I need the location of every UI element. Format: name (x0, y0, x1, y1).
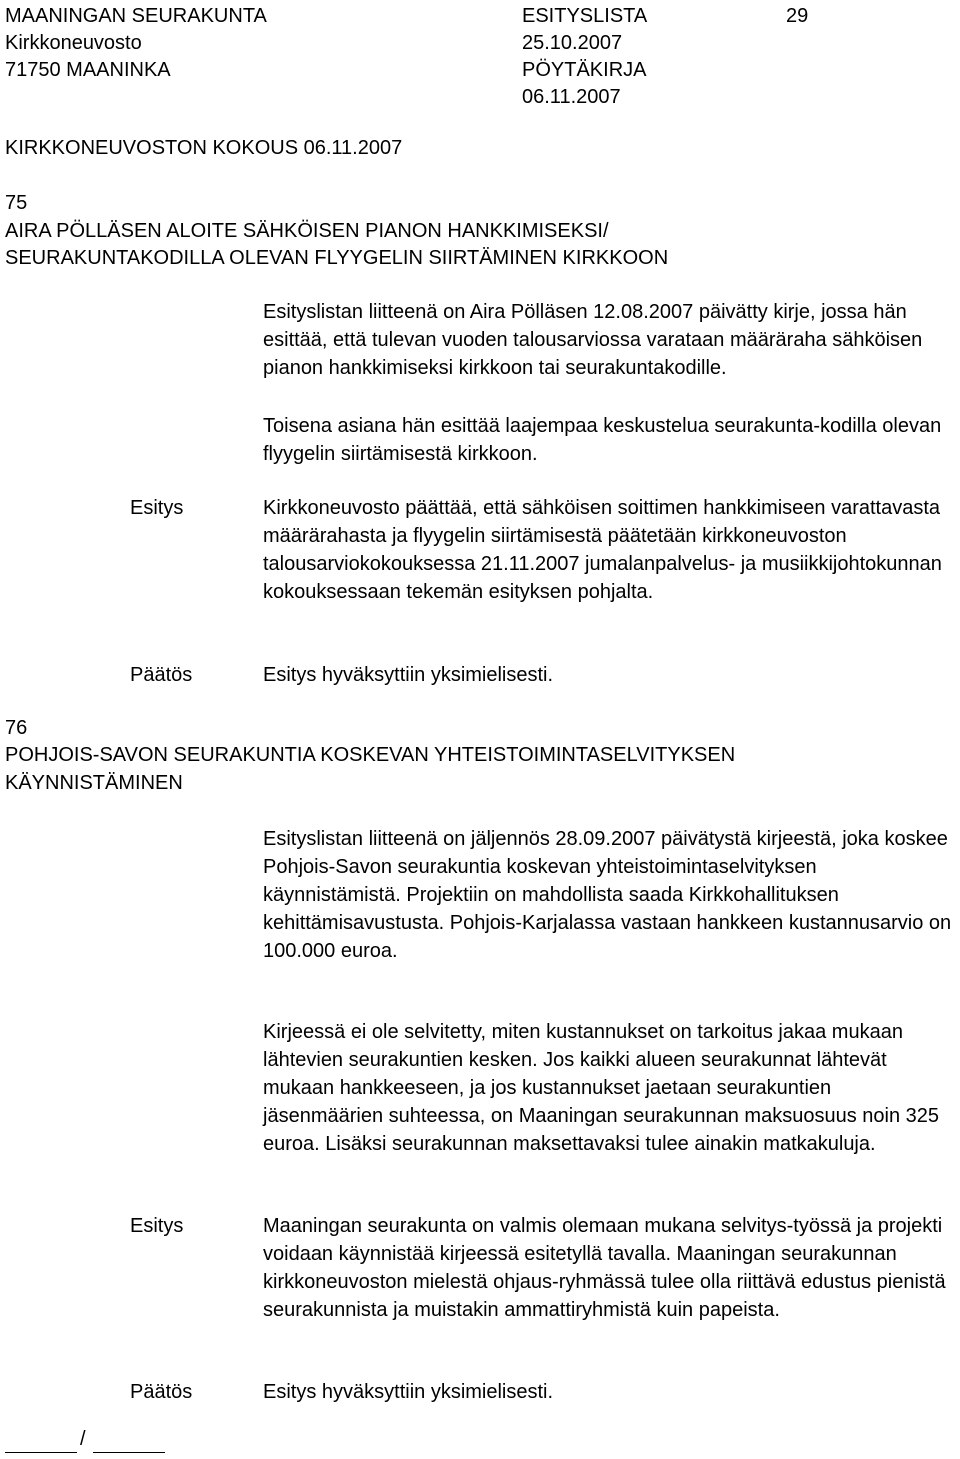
signature-line-left (5, 1452, 77, 1453)
header-minutes-date: 06.11.2007 (522, 86, 621, 108)
item-title-line1: POHJOIS-SAVON SEURAKUNTIA KOSKEVAN YHTEISTOIMINTASELVITYKSEN (5, 744, 736, 766)
item-body: Kirjeessä ei ole selvitetty, miten kustannukset on tarkoitus jakaa mukaan lähtevien seurakuntien kesken. Jos kaikki alueen seurakunnat lähtevät mukaan hankkeeseen, ja jos kustannukset jaetaan seurakuntien jäsenmäärien suhteessa, on Maaningan seurakunnan maksuosuus noin 325 euroa. Lisäksi seurakunnan maksettavaksi tulee ainakin matkakuluja. (263, 1021, 940, 1155)
header-minutes: PÖYTÄKIRJA (522, 59, 647, 81)
header-org: MAANINGAN SEURAKUNTA (5, 5, 267, 27)
decision-text: Esitys hyväksyttiin yksimielisesti. (263, 664, 554, 686)
header-address: 71750 MAANINKA (5, 59, 171, 81)
decision-label: Päätös (130, 1381, 193, 1403)
item-body: Toisena asiana hän esittää laajempaa keskustelua seurakunta-kodilla olevan flyygelin siirtämisestä kirkkoon. (263, 415, 942, 465)
proposal-text: Kirkkoneuvosto päättää, että sähköisen soittimen hankkimiseen varattavasta määrärahasta ja flyygelin siirtämisestä päätetään kirkkoneuvoston talousarviokokouksessa 21.11.2007 jumalanpalvelus- ja musiikkijohtokunnan kokouksessaan tekemän esityksen pohjalta. (263, 497, 942, 603)
item-body: Esityslistan liitteenä on jäljennös 28.09.2007 päivätystä kirjeestä, joka koskee Pohjois-Savon seurakuntia koskevan yhteistoimintaselvityksen käynnistämistä. Projektiin on mahdollista saada Kirkkohallituksen kehittämisavustusta. Pohjois-Karjalassa vastaan hankkeen kustannusarvio on 100.000 euroa. (263, 828, 952, 962)
header-doc-type: ESITYSLISTA (522, 5, 648, 27)
item-number: 76 (5, 717, 28, 739)
page-number: 29 (786, 5, 809, 27)
proposal-label: Esitys (130, 497, 184, 519)
decision-label: Päätös (130, 664, 193, 686)
proposal-text: Maaningan seurakunta on valmis olemaan mukana selvitys-työssä ja projekti voidaan käynnistää kirjeessä esitetyllä tavalla. Maaningan seurakunnan kirkkoneuvoston mielestä ohjaus-ryhmässä tulee olla riittävä edustus pienistä seurakunnista ja muistakin ammattiryhmistä kuin papeista. (263, 1215, 946, 1321)
item-title-line2: SEURAKUNTAKODILLA OLEVAN FLYYGELIN SIIRTÄMINEN KIRKKOON (5, 247, 669, 269)
item-title-line1: AIRA PÖLLÄSEN ALOITE SÄHKÖISEN PIANON HANKKIMISEKSI/ (5, 220, 609, 242)
header-body: Kirkkoneuvosto (5, 32, 142, 54)
item-number: 75 (5, 192, 28, 214)
header-doc-date: 25.10.2007 (522, 32, 623, 54)
item-title-line2: KÄYNNISTÄMINEN (5, 772, 183, 794)
signature-separator: / (80, 1428, 86, 1450)
decision-text: Esitys hyväksyttiin yksimielisesti. (263, 1381, 554, 1403)
item-body: Esityslistan liitteenä on Aira Pölläsen 12.08.2007 päivätty kirje, jossa hän esittää, että tulevan vuoden talousarviossa varataan määräraha sähköisen pianon hankkimiseksi kirkkoon tai seurakuntakodille. (263, 301, 923, 379)
proposal-label: Esitys (130, 1215, 184, 1237)
meeting-title: KIRKKONEUVOSTON KOKOUS 06.11.2007 (5, 137, 403, 159)
signature-line-right (93, 1452, 165, 1453)
